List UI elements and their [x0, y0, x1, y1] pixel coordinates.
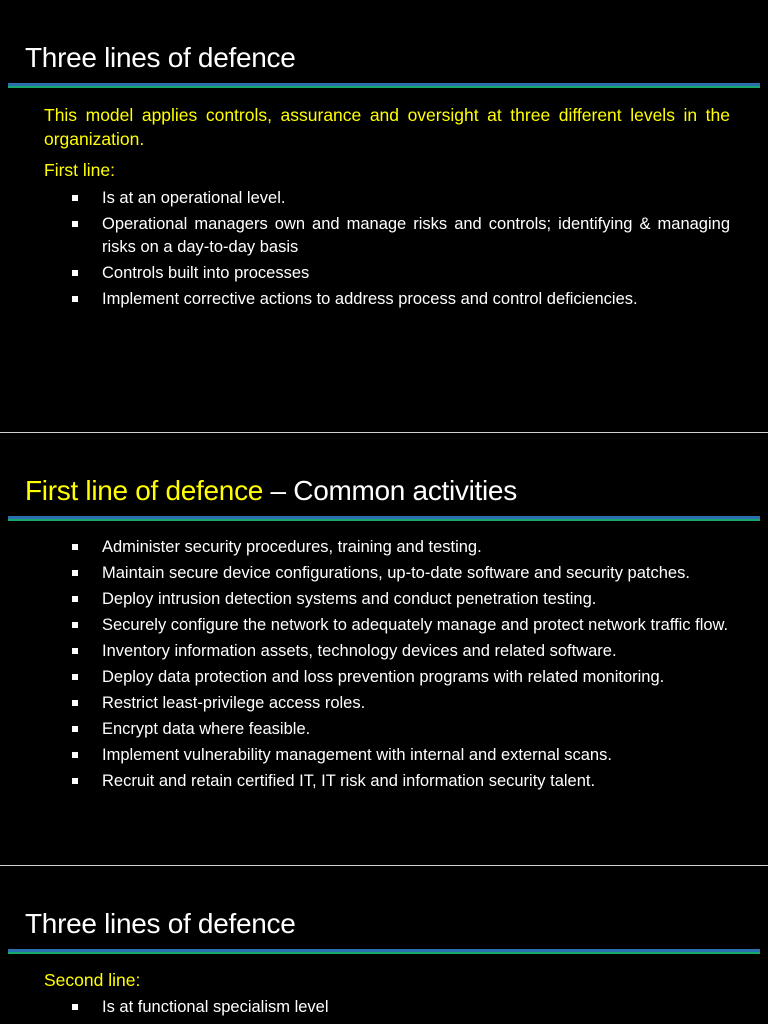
slide-3 — [0, 866, 768, 1024]
list-item: Restrict least-privilege access roles. — [72, 692, 730, 715]
list-item: Deploy intrusion detection systems and conduct penetration testing. — [72, 588, 730, 611]
bullet-list — [72, 996, 730, 1022]
list-item: Implement corrective actions to address process and control deficiencies. — [72, 288, 730, 311]
bullet-icon — [72, 296, 78, 302]
bullet-icon — [72, 674, 78, 680]
bullet-icon — [72, 570, 78, 576]
list-item: Implement vulnerability management with internal and external scans. — [72, 744, 730, 767]
list-item: Recruit and retain certified IT, IT risk and information security talent. — [72, 770, 730, 793]
bullet-icon — [72, 648, 78, 654]
list-item: Is at functional specialism level — [72, 996, 730, 1019]
bullet-icon — [72, 1004, 78, 1010]
list-item: Administer security procedures, training and testing. — [72, 536, 730, 559]
bullet-icon — [72, 270, 78, 276]
subheading: Second line: — [44, 970, 141, 990]
bullet-icon — [72, 700, 78, 706]
slide-title: Three lines of defence — [25, 908, 296, 939]
bullet-icon — [72, 221, 78, 227]
list-item: Controls built into processes — [72, 262, 730, 285]
bullet-list — [72, 187, 730, 314]
slide-2 — [0, 433, 768, 865]
slide-title — [25, 475, 517, 507]
bullet-icon — [72, 596, 78, 602]
list-item: Is at an operational level. — [72, 187, 730, 210]
list-item: Encrypt data where feasible. — [72, 718, 730, 741]
bullet-list — [72, 536, 730, 796]
title-highlight: First line of defence — [25, 475, 264, 506]
title-rest: – Common activities — [263, 475, 517, 506]
list-item: Securely configure the network to adequately manage and protect network traffic flow. — [72, 614, 730, 637]
bullet-icon — [72, 778, 78, 784]
bullet-icon — [72, 752, 78, 758]
bullet-icon — [72, 195, 78, 201]
title-rule — [8, 83, 760, 88]
bullet-icon — [72, 726, 78, 732]
bullet-icon — [72, 544, 78, 550]
list-item: Inventory information assets, technology devices and related software. — [72, 640, 730, 663]
list-item: Deploy data protection and loss prevention programs with related monitoring. — [72, 666, 730, 689]
list-item: Operational managers own and manage risks and controls; identifying & managing risks on a day-to-day basis — [72, 213, 730, 259]
slide-1 — [0, 0, 768, 432]
title-rule — [8, 949, 760, 954]
bullet-icon — [72, 622, 78, 628]
slide-title: Three lines of defence — [25, 42, 296, 73]
list-item: Maintain secure device configurations, up-to-date software and security patches. — [72, 562, 730, 585]
title-rule — [8, 516, 760, 521]
intro-text: This model applies controls, assurance and oversight at three different levels in the organization. — [44, 105, 730, 149]
subheading: First line: — [44, 160, 115, 180]
